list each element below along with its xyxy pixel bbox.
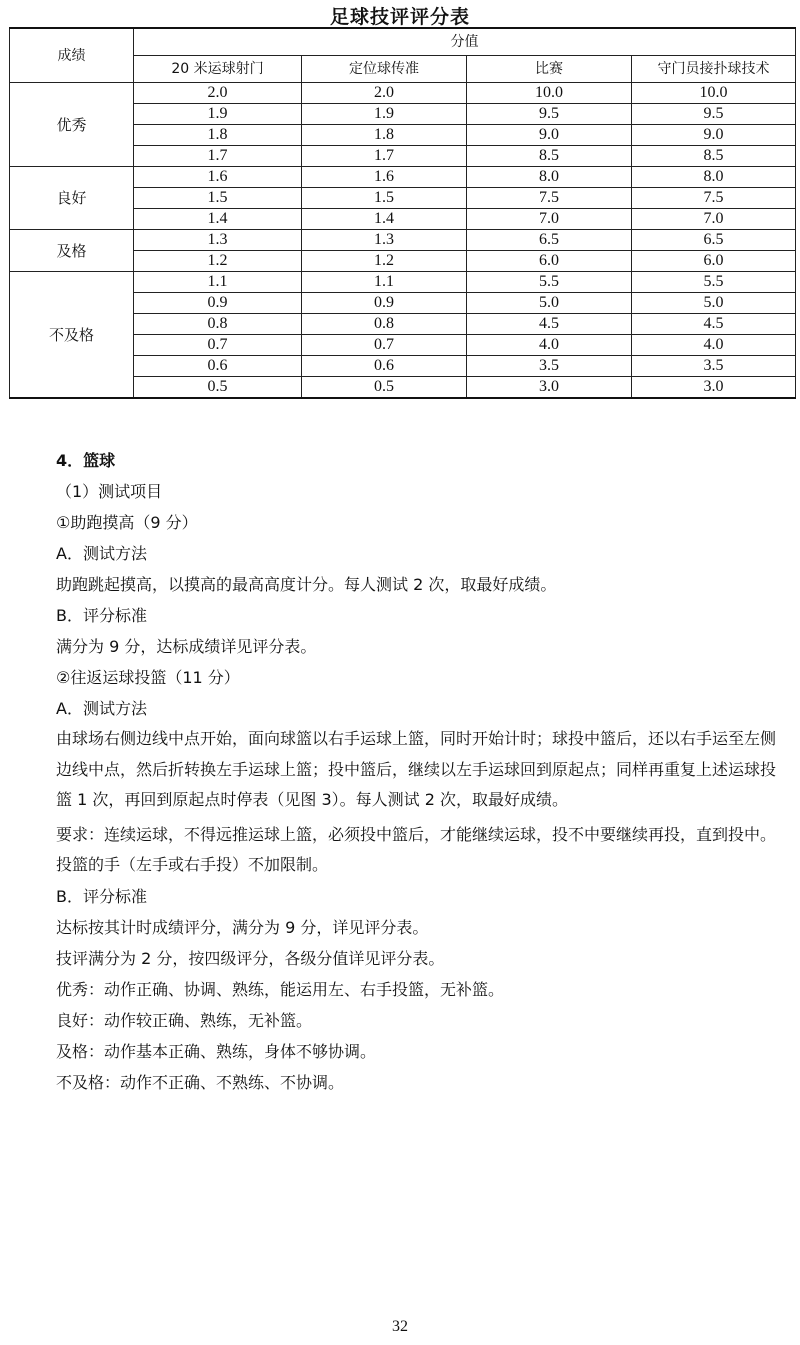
score-cell: 3.0 [632,377,796,399]
item-label: A．测试方法 [56,544,147,563]
grade-fail: 不及格：动作不正确、不熟练、不协调。 [56,1072,345,1092]
item-text: 技评满分为 2 分，按四级评分，各级分值详见评分表。 [56,948,445,968]
score-cell: 4.0 [467,335,632,356]
score-cell: 5.0 [467,293,632,314]
score-cell: 1.4 [302,209,467,230]
score-cell: 9.5 [632,104,796,125]
item-text: 助跑跳起摸高，以摸高的最高高度计分。每人测试 2 次，取最好成绩。 [56,575,557,594]
method-paragraph [0,724,776,816]
grade-cell: 优秀 [10,83,134,167]
score-cell: 1.7 [134,146,302,167]
score-cell: 1.4 [134,209,302,230]
score-cell: 1.8 [302,125,467,146]
column-header: 守门员接扑球技术 [632,56,796,83]
table-row [10,83,796,104]
score-cell: 8.0 [467,167,632,188]
item-label: A．测试方法 [56,699,147,718]
score-cell: 1.3 [302,230,467,251]
score-cell: 7.0 [467,209,632,230]
item-text: 满分为 9 分，达标成绩详见评分表。 [56,637,317,656]
score-cell: 5.5 [632,272,796,293]
score-cell: 1.5 [134,188,302,209]
item-label: B．评分标准 [56,606,147,625]
item-title: ②往返运球投篮（11 分） [56,668,240,687]
football-score-table [9,27,796,399]
score-cell: 10.0 [467,83,632,104]
score-cell: 0.7 [134,335,302,356]
column-header: 比赛 [467,56,632,83]
score-cell: 2.0 [302,83,467,104]
score-cell: 7.5 [467,188,632,209]
score-cell: 0.9 [134,293,302,314]
grade-good: 良好：动作较正确、熟练，无补篮。 [56,1010,313,1030]
score-cell: 7.5 [632,188,796,209]
method-paragraph-text: 由球场右侧边线中点开始，面向球篮以右手运球上篮，同时开始计时；球投中篮后，还以右手运至左侧边线中点，然后折转换左手运球上篮；投中篮后，继续以左手运球回到原起点；同样再重复上述运球投篮 1 次，再回到原起点时停表（见图 3）。每人测试 2 次，取最好成绩。 [56,729,777,809]
score-cell: 5.0 [632,293,796,314]
score-cell: 5.5 [467,272,632,293]
table-row [10,167,796,188]
score-cell: 1.2 [134,251,302,272]
score-cell: 1.2 [302,251,467,272]
grade-cell: 不及格 [10,272,134,399]
score-cell: 3.5 [632,356,796,377]
requirement-paragraph [0,820,776,881]
score-cell: 1.5 [302,188,467,209]
score-cell: 6.0 [632,251,796,272]
score-cell: 0.6 [302,356,467,377]
score-cell: 1.6 [302,167,467,188]
score-cell: 8.5 [632,146,796,167]
score-cell: 0.5 [302,377,467,399]
subheading-test-items: （1）测试项目 [56,482,163,501]
item-text: 达标按其计时成绩评分，满分为 9 分，详见评分表。 [56,917,429,937]
column-header: 20 米运球射门 [134,56,302,83]
table-row [10,230,796,251]
column-header: 定位球传准 [302,56,467,83]
score-cell: 9.5 [467,104,632,125]
score-cell: 4.0 [632,335,796,356]
section-body [56,445,776,1098]
score-cell: 6.5 [467,230,632,251]
score-cell: 9.0 [632,125,796,146]
page-number: 32 [392,1318,408,1335]
grade-cell: 及格 [10,230,134,272]
score-cell: 3.5 [467,356,632,377]
score-cell: 0.8 [134,314,302,335]
score-cell: 1.3 [134,230,302,251]
score-cell: 0.6 [134,356,302,377]
score-cell: 1.6 [134,167,302,188]
section-heading: 4．篮球 [56,451,116,470]
requirement-paragraph-text: 要求：连续运球，不得远推运球上篮，必须投中篮后，才能继续运球，投不中要继续再投，直到投中。投篮的手（左手或右手投）不加限制。 [56,824,777,874]
table-title: 足球技评评分表 [329,6,470,28]
score-cell: 1.1 [302,272,467,293]
item-title: ①助跑摸高（9 分） [56,513,198,532]
grade-excellent: 优秀：动作正确、协调、熟练，能运用左、右手投篮，无补篮。 [56,979,505,999]
score-cell: 4.5 [467,314,632,335]
score-cell: 4.5 [632,314,796,335]
score-cell: 0.8 [302,314,467,335]
grade-header: 成绩 [10,28,134,83]
score-cell: 7.0 [632,209,796,230]
score-cell: 3.0 [467,377,632,399]
score-header: 分值 [134,28,796,56]
grade-cell: 良好 [10,167,134,230]
score-cell: 0.9 [302,293,467,314]
score-cell: 9.0 [467,125,632,146]
score-cell: 10.0 [632,83,796,104]
score-cell: 6.0 [467,251,632,272]
score-cell: 6.5 [632,230,796,251]
score-cell: 0.5 [134,377,302,399]
score-cell: 8.5 [467,146,632,167]
score-cell: 1.9 [302,104,467,125]
table-row [10,272,796,293]
score-cell: 1.7 [302,146,467,167]
score-cell: 1.1 [134,272,302,293]
item-label: B．评分标准 [56,886,147,906]
grade-pass: 及格：动作基本正确、熟练，身体不够协调。 [56,1041,377,1061]
score-cell: 2.0 [134,83,302,104]
score-cell: 1.9 [134,104,302,125]
score-cell: 1.8 [134,125,302,146]
score-cell: 8.0 [632,167,796,188]
score-cell: 0.7 [302,335,467,356]
